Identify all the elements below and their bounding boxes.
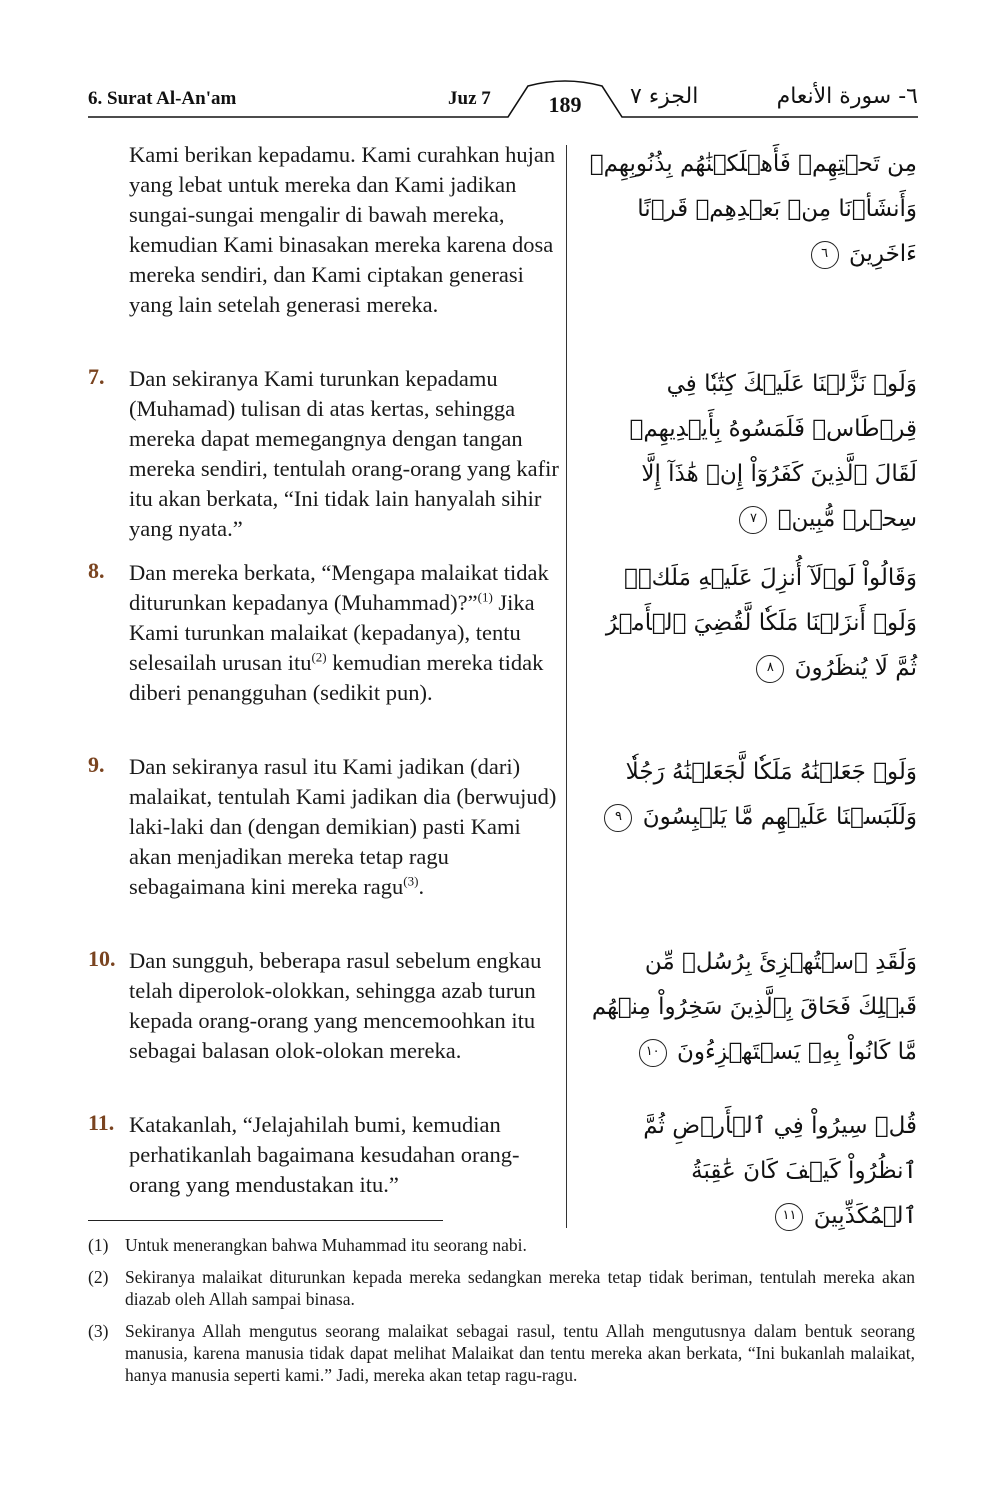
verse-7-arabic [582,362,917,542]
verse-translation [129,752,561,902]
footnote-ref-1[interactable]: (1) [477,589,493,605]
verse-number: 8. [88,558,105,583]
verse-number: 7. [88,364,105,389]
verse-8-arabic [582,556,917,691]
translation-part: . [418,874,425,899]
ayah-number-mark: ٩ [604,804,632,832]
footnote-text: Sekiranya Allah mengutus seorang malaikat sebagai rasul, tentu Allah mengutusnya dalam bentuk seorang manusia, karena manusia tidak dapat melihat Malaikat dan tentu mereka akan berkata, “Ini bukanlah malaikat, hanya manusia seperti kami.” Jadi, mereka akan tetap ragu-ragu. [125,1321,915,1385]
arabic-text: وَلَوۡ جَعَلۡنَٰهُ مَلَكٗا لَّجَعَلۡنَٰهُ رَجُلٗا وَلَلَبَسۡنَا عَلَيۡهِم مَّا يَلۡبِسُونَ [625,759,917,830]
footnote-number: (3) [88,1321,109,1341]
surah-title-latin: 6. Surat Al-An'am [88,88,237,109]
verse-number: 9. [88,752,105,777]
translation-part: Dan sekiranya rasul itu Kami jadikan (dari) malaikat, tentulah Kami jadikan dia (berwujud) laki-laki dan (dengan demikian) pasti Kami akan menjadikan mereka tetap ragu sebagaimana kini mereka ragu [129,754,557,899]
translation-part: kemudian mereka tidak diberi penangguhan (sedikit pun). [129,650,544,705]
ayah-number-mark: ٦ [811,241,839,269]
verse-translation: Katakanlah, “Jelajahilah bumi, kemudian perhatikanlah bagaimana kesudahan orang-orang yang mendustakan itu.” [129,1112,520,1197]
juz-label-latin: Juz 7 [448,88,491,109]
verse-translation: Dan sekiranya Kami turunkan kepadamu (Muhamad) tulisan di atas kertas, sehingga mereka dapat memegangnya dengan tangan mereka sendiri, tentulah orang-orang yang kafir itu akan berkata, “Ini tidak lain hanyalah sihir yang nyata.” [129,366,559,541]
header-rule [0,0,1000,130]
footnote-text: Untuk menerangkan bahwa Muhammad itu seorang nabi. [125,1235,527,1255]
verse-6-arabic [582,142,917,277]
footnote-ref-3[interactable]: (3) [403,873,419,889]
footnote-number: (2) [88,1267,109,1287]
translation-part: Jika Kami turunkan malaikat (kepadanya), tentu selesailah urusan itu [129,590,535,675]
verse-10-arabic [582,940,917,1075]
arabic-text: وَقَالُواْ لَوۡلَآ أُنزِلَ عَلَيۡهِ مَلَكٞۖ وَلَوۡ أَنزَلۡنَا مَلَكٗا لَّقُضِيَ ٱلۡأَمۡرُ ثُمَّ لَا يُنظَرُونَ [605,565,917,681]
surah-title-arabic: ٦- سورة الأنعام [776,84,918,109]
arabic-text: وَلَقَدِ ٱسۡتُهۡزِئَ بِرُسُلٖ مِّن قَبۡلِكَ فَحَاقَ بِٱلَّذِينَ سَخِرُواْ مِنۡهُم مَّا كَانُواْ بِهِۦ يَسۡتَهۡزِءُونَ [591,949,917,1065]
arabic-text: مِن تَحۡتِهِمۡ فَأَهۡلَكۡنَٰهُم بِذُنُوبِهِمۡ وَأَنشَأۡنَا مِنۢ بَعۡدِهِمۡ قَرۡنًا ءَاخَرِينَ [589,151,917,267]
verse-translation [129,558,561,708]
translation-part: Dan mereka berkata, “Mengapa malaikat tidak diturunkan kepadanya (Muhammad)?” [129,560,549,615]
verse-translation: Kami berikan kepadamu. Kami curahkan hujan yang lebat untuk mereka dan Kami jadikan sungai-sungai mengalir di bawah mereka, kemudian Kami binasakan mereka karena dosa mereka sendiri, dan Kami ciptakan generasi yang lain setelah generasi mereka. [129,142,556,317]
verse-11-arabic [582,1104,917,1239]
verse-number: 10. [88,946,116,971]
ayah-number-mark: ٧ [739,506,767,534]
ayah-number-mark: ١١ [775,1203,803,1231]
verse-number: 11. [88,1110,115,1135]
footnote-ref-2[interactable]: (2) [311,649,327,665]
footnote-rule [88,1220,443,1221]
verse-9-arabic [582,750,917,840]
verse-translation: Dan sungguh, beberapa rasul sebelum engkau telah diperolok-olokkan, sehingga azab turun kepada orang-orang yang mencemoohkan itu sebagai balasan olok-olokan mereka. [129,948,542,1063]
ayah-number-mark: ١٠ [639,1039,667,1067]
page-number: 189 [548,92,582,117]
footnote-text: Sekiranya malaikat diturunkan kepada mereka sedangkan mereka tetap tidak beriman, tentulah mereka akan diazab oleh Allah sampai binasa. [125,1267,915,1309]
footnote-number: (1) [88,1235,109,1255]
arabic-text: وَلَوۡ نَزَّلۡنَا عَلَيۡكَ كِتَٰبٗا فِي قِرۡطَاسٖ فَلَمَسُوهُ بِأَيۡدِيهِمۡ لَقَالَ ٱلَّذِينَ كَفَرُوٓاْ إِنۡ هَٰذَآ إِلَّا سِحۡرٞ مُّبِينٞ [629,371,917,532]
page-header [0,0,1000,130]
arabic-text: قُلۡ سِيرُواْ فِي ٱلۡأَرۡضِ ثُمَّ ٱنظُرُواْ كَيۡفَ كَانَ عَٰقِبَةُ ٱلۡمُكَذِّبِينَ [643,1113,917,1229]
ayah-number-mark: ٨ [756,655,784,683]
juz-label-arabic: الجزء ٧ [630,84,699,109]
column-divider [566,145,567,1228]
